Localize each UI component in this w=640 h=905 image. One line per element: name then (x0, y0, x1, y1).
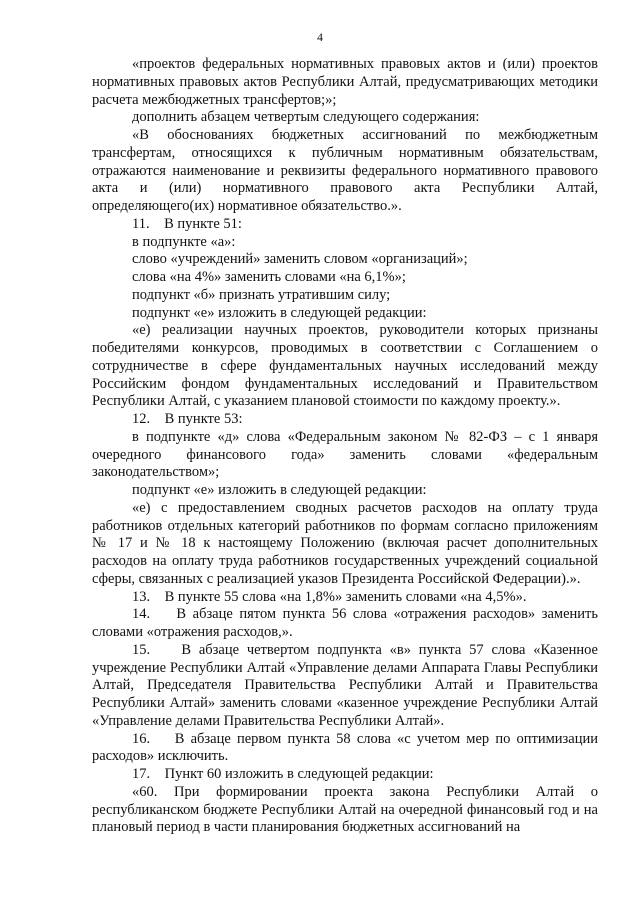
paragraph: подпункт «б» признать утратившим силу; (132, 286, 391, 303)
paragraph: в подпункте «а»: (132, 233, 236, 250)
paragraph: «60. При формировании проекта закона Республики Алтай о республиканском бюджете Республики Алтай на очередной финансовый год и на плановый период в части планирования бюджетных ассигнований на (92, 783, 598, 836)
paragraph: подпункт «е» изложить в следующей редакции: (132, 304, 427, 321)
paragraph: слово «учреждений» заменить словом «организаций»; (132, 251, 468, 268)
paragraph: 16. В абзаце первом пункта 58 слова «с учетом мер по оптимизации расходов» исключить. (92, 730, 598, 765)
document-body (92, 56, 598, 837)
paragraph: 12. В пункте 53: (132, 411, 243, 427)
paragraph: 15. В абзаце четвертом подпункта «в» пункта 57 слова «Казенное учреждение Республики Алтай «Управление делами Аппарата Главы Республики Алтай, Председателя Правительства Республики Алтай и Правительства Республики Алтай» заменить словами «казенное учреждение Республики Алтай «Управление делами Правительства Республики Алтай». (92, 641, 598, 729)
paragraph: 17. Пункт 60 изложить в следующей редакции: (132, 766, 434, 782)
paragraph: «проектов федеральных нормативных правовых актов и (или) проектов нормативных правовых актов Республики Алтай, предусматривающих методики расчета межбюджетных трансфертов;»; (92, 56, 598, 108)
paragraph: слова «на 4%» заменить словами «на 6,1%»; (132, 269, 406, 285)
paragraph: подпункт «е» изложить в следующей редакции: (132, 482, 427, 498)
paragraph: 14. В абзаце пятом пункта 56 слова «отражения расходов» заменить словами «отражения расходов,». (92, 606, 598, 640)
page-number: 4 (317, 30, 323, 44)
paragraph: «В обоснованиях бюджетных ассигнований по межбюджетным трансфертам, относящихся к публичным нормативным обязательствам, отражаются наименование и реквизиты федерального нормативного правового акта и (или) нормативного правового акта Республики Алтай, определяющего(их) нормативное обязательство.». (92, 127, 598, 214)
paragraph: «е) реализации научных проектов, руководители которых признаны победителями конкурсов, проводимых в соответствии с Соглашением о сотрудничестве в сфере фундаментальных научных исследований между Российским фондом фундаментальных исследований и Правительством Республики Алтай, с указанием плановой стоимости по каждому проекту.». (92, 322, 598, 410)
paragraph: 13. В пункте 55 слова «на 1,8%» заменить словами «на 4,5%». (132, 588, 527, 605)
paragraph: 11. В пункте 51: (132, 215, 242, 232)
paragraph: в подпункте «д» слова «Федеральным законом № 82-ФЗ – с 1 января очередного финансового года» заменить словами «федеральным законодательством»; (92, 428, 598, 481)
paragraph: дополнить абзацем четвертым следующего содержания: (132, 109, 480, 126)
paragraph: «е) с предоставлением сводных расчетов расходов на оплату труда работников отдельных категорий работников по формам согласно приложениям № 17 и № 18 к настоящему Положению (включая расчет дополнительных расходов на оплату труда работников государственных учреждений социальной сферы, связанных с реализацией указов Президента Российской Федерации).». (92, 499, 598, 587)
